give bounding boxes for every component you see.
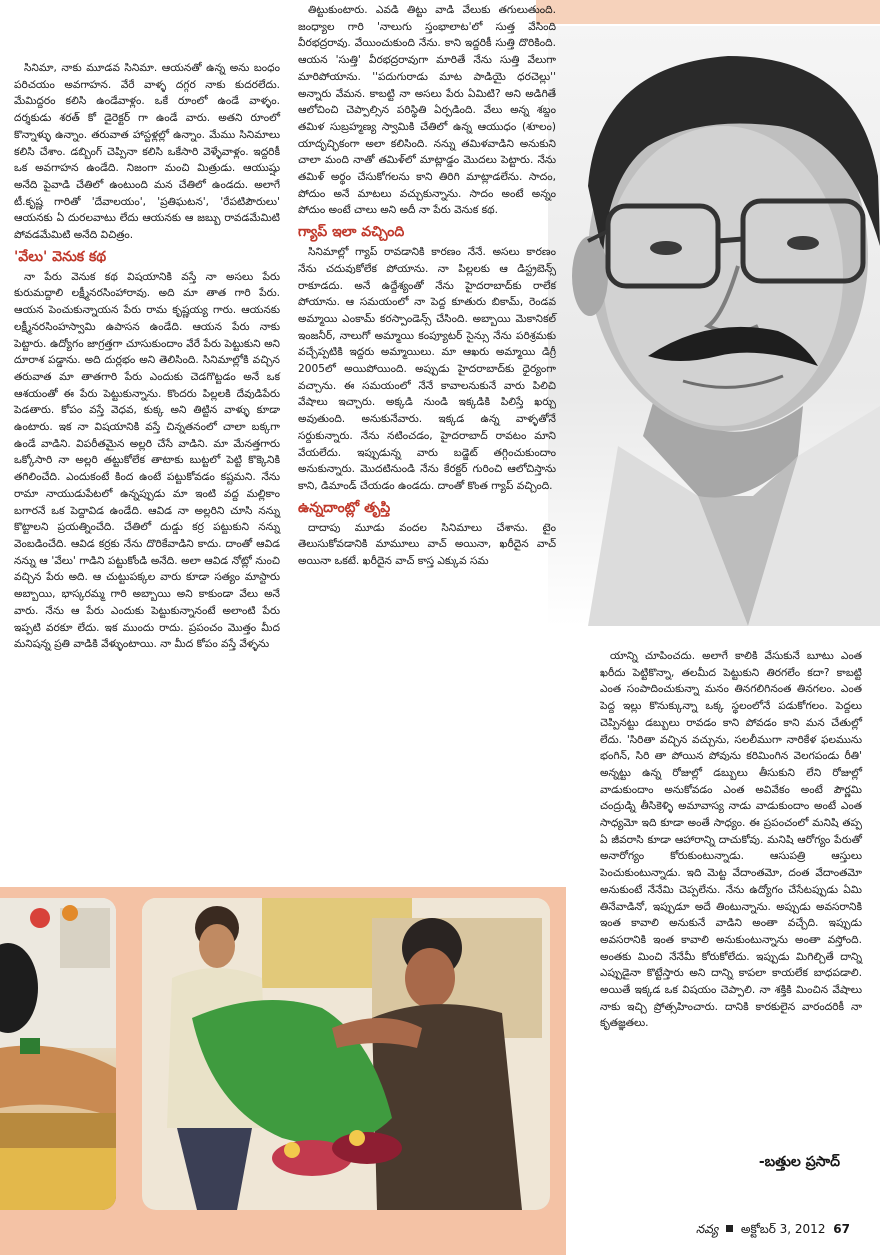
paragraph: యాన్ని చూపించదు. అలాగే కాలికి వేసుకునే బూటు ఎంత ఖరీదు పెట్టికొన్నా, తలమీద పెట్టుకుని తిరగలేం కదా? కాబట్టి ఎంత సంపాదించుకున్నా మనం తినగలిగినంత తినగలం. ఎంత పెద్ద ఇల్లు కొనుక్కున్నా ఒక్క స్థలంలోనే పడుకోగలం. పెద్దలు చెప్పినట్టు డబ్బులు రావడం కాని పోవడం కాని మన చేతుల్లో లేదు. 'సిరితా వచ్చిన వచ్చును, సలలీముగా నారికేళ ఫలమును భంగిన్, సిరి తా పోయిన పోవును కరిమింగిన వెలగపండు రీతి' అన్నట్టు ఉన్న రోజుల్లో డబ్బులు తీసుకుని లేని రోజుల్లో వాడుకుందాం అనుకోవడం ఎంత అవివేకం అంటే పౌర్ణమి చంద్రుడ్ని తీసికెళ్ళి అమావాస్య నాడు వాడుకుందాం అంటే ఎంత సాధ్యమో ఇది కూడా అంతే సాధ్యం. ఈ ప్రపంచంలో మనిషి తప్ప ఏ జీవరాసి కూడా ఆహారాన్ని దాచుకోవు. మనిషి ఆరోగ్యం పేరుతో అనారోగ్యం కోరుకుంటున్నాడు. ఆసుపత్రి ఆస్తులు పెంచుకుంటున్నాడు. ఇది మెట్ట వేదాంతమో, దంత వేదాంతమో అనుకుంటే నేనేమి చెప్పలేను. నేను ఉద్యోగం చేసేటప్పుడు ఏమి తినేవాడినో, ఇప్పుడూ అదే తింటున్నాను. అప్పుడు అవసరానికి ఇంత కావాలి అనుకునే వాడిని అంతా వచ్చేది. ఇప్పుడు అవసరానికి ఇంత కావాలి అనుకుంటున్నాను అంతా వస్తోంది. అంతకు మించి నేనేమీ కోరుకోలేదు. ఇప్పుడు మిగిల్చితే దాన్ని ఎప్పుడైనా కొట్టేస్తారు అని దాన్ని కాపలా కాయలేక బాధపడాలి. అయితే ఇక్కడ ఒక విషయం చెప్పాలి. నా శక్తికి మించిన వేషాలు నాకు ఇచ్చి ప్రోత్సహించారు. దానికి కారకులైన వారందరికీ నా కృతజ్ఞతలు. <box>600 650 862 1030</box>
photo-hands-pooja <box>0 898 116 1210</box>
portrait-illustration <box>548 26 880 626</box>
section-heading: ఉన్నదాంట్లో తృప్తి <box>298 499 391 516</box>
photo-mid-illustration <box>142 898 550 1210</box>
article-column-2 <box>298 2 556 574</box>
paragraph: నా పేరు వెనుక కథ విషయానికి వస్తే నా అసలు పేరు కురుమద్దాలి లక్ష్మీనరసింహారావు. అది మా తాత గారి పేరు. ఆయన పెంచుకున్నాయన పేరు రామ కృష్ణయ్య గారు. ఆయనకు లక్ష్మీనరసింహస్వామి ఉపాసన ఉండేది. ఆయన పేరు నాకు పెట్టారు. ఉద్యోగం జాగ్రత్తగా చూసుకుందాం వేరే పేరు పెట్టుకుని అని దూరాశ పడ్డాను. అది దుర్లభం అని తెలిసింది. సినిమాల్లోకి వచ్చిన తరువాత మా తాతగారి పేరు ఎందుకు చెడగొట్టడం అనే ఒక ఆశయంతో ఈ పేరు పెట్టుకున్నాను. కొందరు పిల్లలకి దేవుడిపేరు పెడతారు. కోపం వస్తే వెధవ, కుక్క అని తిట్టిన వాళ్ళు కూడా ఉంటారు. ఇక నా విషయానికి వస్తే చిన్నతనంలో చాలా బక్కగా ఉండే వాడిని. విపరీతమైన అల్లరి చేసే వాడిని. మా మేనత్తగారు ఒక్కోసారి నా అల్లరి తట్టుకోలేక తాటాకు బుట్టలో పెట్టి కొక్కెనికి తగిలించేది. ఎందుకంటే కింద ఉంటే పట్టుకోవడం కష్టమని. నేను రామా నాయుడుపేటలో ఉన్నప్పుడు మా ఇంటి వద్ద మల్లికాం బగారనే ఒక పెద్దావిడ ఉండేది. ఆవిడ నా అల్లరిని చూసి నన్ను కొట్టాలని ప్రయత్నించేది. చేతిలో దుడ్డు కర్ర పట్టుకుని నన్ను వెంబడించేది. ఆవిడ కర్రకు నేను దొరికేవాడిని కాదు. దాంతో ఆవిడ నన్ను ఆ 'వేలు' గాడిని పట్టుకోండి అనేది. అలా ఆవిడ నోట్లో నుంచి వచ్చిన పేరు అది. ఆ చుట్టుపక్కల వారు కూడా సత్యం మాస్టారు అబ్బాయి, భాస్కరమ్మ గారి అబ్బాయి అని కాకుండా వేలు అనే వారు. నేను ఆ పేరు ఎందుకు పెట్టుకున్నానంటే అలాంటి పేరు ఇప్పటి వరకూ లేదు. ఇక ముందు రాదు. ప్రపంచం మొత్తం మీద మనిషన్న ప్రతి వాడికి వేళ్ళుంటాయి. నా మీద కోపం వస్తే వేళ్ళను <box>14 270 280 651</box>
page-footer <box>696 1222 850 1239</box>
issue-date: అక్టోబర్ 3, 2012 <box>740 1222 826 1236</box>
photo-garland-offering <box>142 898 550 1210</box>
separator-square-icon <box>726 1225 733 1232</box>
portrait-photo <box>548 26 880 626</box>
section-heading: 'వేలు' వెనుక కథ <box>14 248 107 265</box>
paragraph: సినిమా, నాకు మూడవ సినిమా. ఆయనతో ఉన్న అను బంధం పరిచయం అవగాహన. వేరే వాళ్ళ దగ్గర నాకు కుదరలేదు. మేమిద్దరం కలిసి ఉండేవాళ్లం. ఒకే రూంలో ఉండే వాళ్ళం. దర్శకుడు శరత్ కో డైరెక్టర్ గా ఉండే వారు. అతని రూంలో కొన్నాళ్ళు ఉన్నాం. తరువాత హాస్టళ్లల్లో ఉన్నాం. మేము సినిమాలు కలిసి చేశాం. డబ్బింగ్ చెప్పినా కలిసి ఒకేసారి వెళ్ళేవాళ్లం. ఇద్దరికీ ఒక అవగాహన ఉండేది. నిజంగా మంచి మిత్రుడు. ఆయుష్షు అనేది పైవాడి చేతిలో ఉంటుంది మన చేతిలో ఉండదు. అలాగే టీ.కృష్ణ గారితో 'దేవాలయం', 'ప్రతిఘటన', 'రేపటిపౌరులు' ఆయనకు ఏ దురలవాటు లేదు ఆయనకు ఆ జబ్బు రావడమేమిటి పోవడమేమిటి అనేది విచిత్రం. <box>14 62 280 242</box>
author-byline: -బత్తుల ప్రసాద్ <box>758 1154 840 1170</box>
photo-left-illustration <box>0 898 116 1210</box>
paragraph: సినిమాల్లో గ్యాప్ రావడానికి కారణం నేనే. అసలు కారణం నేను చదువుకోలేక పోయాను. నా పిల్లలకు ఆ డిస్ట్రబెన్స్ రాకూడదు. అనే ఉద్దేశ్యంతో నేను హైదరాబాద్‌కు రాలేక పోయాను. ఆ సమయంలో నా పెద్ద కూతురు బికామ్, రెండవ అమ్మాయి ఎంకామ్ కరస్పాండెన్స్ చేసింది. అబ్బాయి మెకానికల్ ఇంజనీర్, నాలుగో అమ్మాయి కంప్యూటర్ సైన్సు నేను పరిశ్రమకు వచ్చేప్పటికి ఇద్దరు అమ్మాయిలు. మా ఆఖరు అమ్మాయి డిగ్రీ 2005లో అయిపోయింది. అప్పుడు హైదరాబాద్‌కు ధైర్యంగా వచ్చాను. ఈ సమయంలో నేనే కావాలనుకునే వారు పిలిచి వేషాలు ఇచ్చారు. అక్కడి నుండి ఇక్కడికి పిలిస్తే ఖర్చు అవుతుంది. అనుకునేవారు. ఇక్కడ ఉన్న వాళ్ళతోనే సర్దుకున్నారు. నేను నటించడం, హైదరాబాద్ రావటం మాని వేయలేదు. ఇప్పుడున్న వారు బడ్జెట్ తగ్గించుకుందాం అనుకున్నారు. మొదటినుండి నేను కేరక్టర్ గురించి ఆలోచిస్తాను కాని, డిమాండ్ చేయడం ఉండదు. దాంతో కొంత గ్యాప్ వచ్చింది. <box>298 246 556 492</box>
article-column-3 <box>600 648 862 1036</box>
paragraph: దాదాపు మూడు వందల సినిమాలు చేశాను. టైం తెలుసుకోవడానికి మామూలు వాచ్ అయినా, ఖరీదైన వాచ్ అయినా ఒకటే. ఖరీదైన వాచ్ కాస్త ఎక్కువ సమ <box>298 521 556 568</box>
page-number: 67 <box>833 1222 850 1236</box>
magazine-name: నవ్య <box>695 1222 719 1236</box>
top-color-band <box>536 0 880 24</box>
article-column-1 <box>14 60 280 657</box>
paragraph: తిట్టుకుంటారు. ఎవడి తిట్టు వాడి వేలుకు తగులుతుంది. జంధ్యాల గారి 'నాలుగు స్తంభాలాట'లో సుత్త వేసింది వీరభద్రరావు. వేయించుకుంది నేను. కాని ఇద్దరికీ సుత్తి దొరికింది. ఆయన 'సుత్తి' వీరభద్రరావుగా మారితే నేను సుత్తి వేలుగా మారిపోయాను. ''పదుగురాడు మాట పాడియై ధరచెల్లు'' అన్నారు వేమన. కాబట్టి నా అసలు పేరు ఏమిటి? అని అడిగితే ఆలోచించి చెప్పాల్సిన పరిస్థితి ఏర్పడింది. వేలు అన్న శబ్దం తమిళ సుబ్రహ్మణ్య స్వామికి చేతిలో ఉన్న ఆయుధం (శూలం) యాదృచ్ఛికంగా అలా కలిసింది. నన్ను తమిళవాడిని అనుకుని చాలా మంది నాతో తమిళ్‌లో మాట్లాడ్డం మొదలు పెట్టారు. నేను తమిళ్ అర్థం చేసుకోగలను కాని తిరిగి మాట్లాడలేను. సాదం, పోదుం అనే మాటలు వచ్చుకున్నాను. సాదం అంటే అన్నం పోదుం అంటే చాలు అని అదీ నా పేరు వెనుక కథ. <box>298 4 556 217</box>
section-heading: గ్యాప్ ఇలా వచ్చింది <box>298 224 405 241</box>
